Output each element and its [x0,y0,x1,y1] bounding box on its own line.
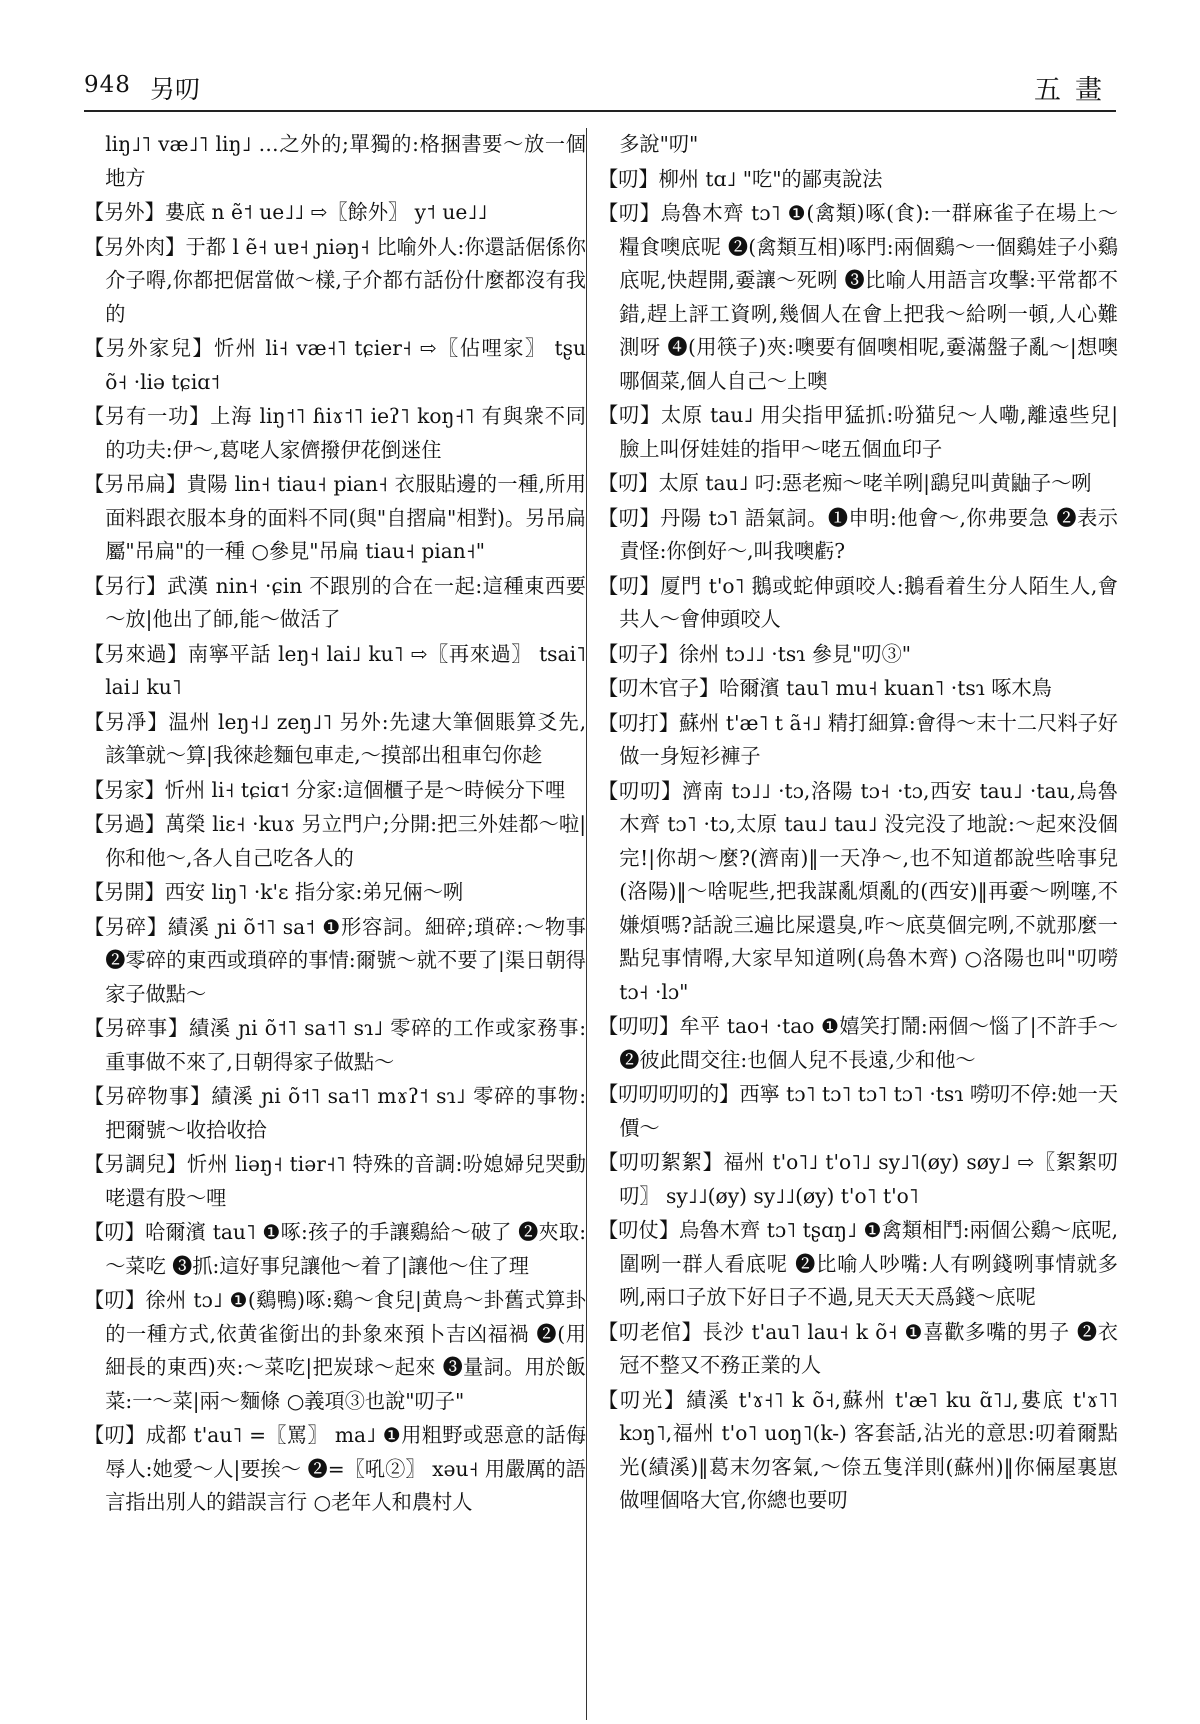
dictionary-entry: 【叨子】徐州 tɔ˩˩ ·tsɿ 參見"叨③" [598,641,912,666]
column-divider [586,128,587,1720]
right-column [598,128,1118,1519]
dictionary-entry: 【叨】丹陽 tɔ˥ 語氣詞。❶申明:他會～,你弗要急 ❷表示責怪:你倒好～,叫我噢虧? [598,505,1118,563]
dictionary-entry: 【叨】厦門 t'o˥ 鵝或蛇伸頭咬人:鵝看着生分人陌生人,會共人～會伸頭咬人 [598,573,1118,631]
dictionary-entry: 【另碎事】績溪 ɲi õ˦˥ sa˦˥ sɿ˩ 零碎的工作或家務事:重事做不來了,日朝得家子做點～ [84,1016,586,1074]
dictionary-entry: 【叨木官子】哈爾濱 tau˥ mu˧ kuan˥ ·tsɿ 啄木鳥 [598,676,1052,700]
left-column [84,128,586,1521]
dictionary-entry: 【另外家兒】忻州 li˧ væ˧˥ tɕier˧ ⇨〖佔哩家〗 tʂu õ˧ ·liə tɕiɑ˦ [84,336,586,394]
dictionary-entry: 【另外肉】于都 l ẽ˧ uɐ˧ ɲiəŋ˧ 比喻外人:你還話倨係你介子嘚,你都把倨當做～樣,子介都冇話份什麼都沒有我的 [84,234,586,326]
dictionary-entry: 【叨】太原 tau˩ 用尖指甲猛抓:吩猫兒～人嘞,離遠些兒|臉上叫伢娃娃的指甲～咾五個血印子 [598,403,1118,461]
dictionary-entry: 【叨叨叨叨的】西寧 tɔ˥ tɔ˥ tɔ˥ tɔ˥ ·tsɿ 嘮叨不停:她一天價～ [598,1082,1118,1140]
dictionary-entry: 【叨打】蘇州 t'æ˥ t ã˧˩ 精打細算:會得～末十二尺料子好做一身短衫褲子 [598,710,1118,768]
dictionary-entry: 【叨】哈爾濱 tau˥ ❶啄:孩子的手讓鷄給～破了 ❷夾取:～菜吃 ❸抓:這好事兒讓他～着了|讓他～住了理 [84,1220,586,1278]
dictionary-entry: 【另來過】南寧平話 leŋ˧ lai˩ ku˥ ⇨〖再來過〗 tsai˥ lai˩ ku˥ [84,641,586,699]
dictionary-entry: 【叨光】績溪 t'ɤ˧˥ k õ˧,蘇州 t'æ˥ ku ɑ̃˥˩,婁底 t'ɤ˥˥ kɔŋ˥,福州 t'o˥ uoŋ˥(k-) 客套話,沾光的意思:叨着爾點光(績溪)‖葛末勿客氣,～倷五隻洋則(蘇州)‖你倆屋裏崽做哩個咯大官,你總也要叨 [598,1387,1118,1512]
section-title: 五畫 [1034,75,1116,106]
dictionary-entry: liŋ˩˥ væ˩˥ liŋ˩ …之外的;單獨的:格捆書要～放一個地方 [105,132,586,190]
dictionary-entry: 【另開】西安 liŋ˥ ·k'ɛ 指分家:弟兄倆～咧 [84,880,464,904]
running-headwords: 另叨 [150,75,201,104]
dictionary-entry: 【另吊扁】貴陽 lin˧ tiau˧ pian˧ 衣服貼邊的一種,所用面料跟衣服本身的面料不同(與"自摺扁"相對)。另吊扁屬"吊扁"的一種 ○參見"吊扁 tiau˧ pian˧" [84,472,586,563]
dictionary-entry: 【叨】徐州 tɔ˩ ❶(鷄鴨)啄:鷄～食兒|黄鳥～卦舊式算卦的一種方式,依黄雀銜出的卦象來預卜吉凶福禍 ❷(用細長的東西)夾:～菜吃|把炭球～起來 ❸量詞。用於飯菜:一～菜|兩～麵條 ○義項③也說"叨子" [84,1288,586,1413]
dictionary-entry: 【叨】成都 t'au˥ =〖罵〗 ma˩ ❶用粗野或惡意的話侮辱人:她愛～人|要挨～ ❷=〖吼②〗 xəu˧ 用嚴厲的語言指出別人的錯誤言行 ○老年人和農村人 [84,1423,586,1514]
dictionary-entry: 【叨】柳州 tɑ˩ "吃"的鄙夷說法 [598,166,883,191]
dictionary-entry: 【另碎物事】績溪 ɲi õ˦˥ sa˦˥ mɤʔ˦ sɿ˩ 零碎的事物:把爾號～收拾收拾 [84,1084,586,1142]
page-header [84,66,1116,112]
dictionary-entry: 【叨】太原 tau˩ 叼:惡老痴～咾羊咧|鷂兒叫黄鼬子～咧 [598,471,1092,495]
dictionary-entry: 【另凈】温州 leŋ˧˩ zeŋ˩˥ 另外:先逮大筆個賬算爻先,該筆就～算|我徠趁麵包車走,～摸部出租車匄你趁 [84,709,586,767]
dictionary-entry: 【另碎】績溪 ɲi õ˦˥ sa˦ ❶形容詞。細碎;瑣碎:～物事 ❷零碎的東西或瑣碎的事情:爾號～就不要了|渠日朝得家子做點～ [84,914,586,1006]
dictionary-entry: 【另有一功】上海 liŋ˦˥ ɦiɤ˦˥ ieʔ˥ koŋ˧˥ 有與衆不同的功夫:伊～,葛咾人家儕撥伊花倒迷住 [84,404,586,462]
dictionary-entry: 【另過】萬榮 liɛ˧ ·kuɤ 另立門户;分開:把三外娃都～啦|你和他～,各人自己吃各人的 [84,812,586,870]
dictionary-entry: 【另家】忻州 li˧ tɕiɑ˦ 分家:這個櫃子是～時候分下哩 [84,777,566,802]
dictionary-entry: 【叨老倌】長沙 t'au˥ lau˧ k õ˧ ❶喜歡多嘴的男子 ❷衣冠不整又不務正業的人 [598,1319,1118,1377]
dictionary-entry: 【另行】武漢 nin˧ ·ɕin 不跟別的合在一起:這種東西要～放|他出了師,能～做活了 [84,573,586,631]
dictionary-entry: 【另外】婁底 n ẽ˦ ue˩˩ ⇨〖餘外〗 y˦ ue˩˩ [84,200,488,224]
dictionary-entry: 【另調兒】忻州 liəŋ˧ tiər˧˥ 特殊的音調:吩媳婦兒哭動咾還有股～哩 [84,1152,586,1210]
dictionary-entry: 【叨】烏魯木齊 tɔ˥ ❶(禽類)啄(食):一群麻雀子在場上～糧食噢底呢 ❷(禽類互相)啄門:兩個鷄～一個鷄娃子小鷄底呢,快趕開,嫑讓～死咧 ❸比喻人用語言攻擊:平常都不錯,趕上評工資咧,幾個人在會上把我～給咧一頓,人心難測呀 ❹(用筷子)夾:噢要有個噢相呢,嫑滿盤子亂～|想噢哪個菜,個人自己～上噢 [598,201,1118,393]
dictionary-entry: 【叨叨】牟平 tao˧ ·tao ❶嬉笑打鬧:兩個～惱了|不許手～ ❷彼此間交往:也個人兒不長遠,少和他～ [598,1014,1118,1072]
dictionary-entry: 【叨叨】濟南 tɔ˩˩ ·tɔ,洛陽 tɔ˧ ·tɔ,西安 tau˩ ·tau,烏魯木齊 tɔ˥ ·tɔ,太原 tau˩ tau˩ 没完没了地說:～起來没個完!|你胡～麼?(濟南)‖一天净～,也不知道都說些啥事兒(洛陽)‖～啥呢些,把我謀亂煩亂的(西安)‖再嫑～咧噻,不嫌煩嗎?話說三遍比屎還臭,咋～底莫個完咧,不就那麼一點兒事情嘚,大家早知道咧(烏魯木齊) ○洛陽也叫"叨嘮 tɔ˧ ·lɔ" [598,778,1118,1004]
dictionary-entry: 多說"叨" [619,132,699,156]
dictionary-entry: 【叨叨絮絮】福州 t'o˥˩ t'o˥˩ sy˩˥(øy) søy˩ ⇨〖絮絮叨叨〗 sy˩˩(øy) sy˩˩(øy) t'o˥ t'o˥ [598,1150,1118,1208]
page-number: 948 [84,72,131,98]
dictionary-entry: 【叨仗】烏魯木齊 tɔ˥ tʂɑŋ˩ ❶禽類相鬥:兩個公鷄～底呢,圍咧一群人看底呢 ❷比喻人吵嘴:人有咧錢咧事情就多咧,兩口子放下好日子不過,見天天天爲錢～底呢 [598,1218,1118,1309]
